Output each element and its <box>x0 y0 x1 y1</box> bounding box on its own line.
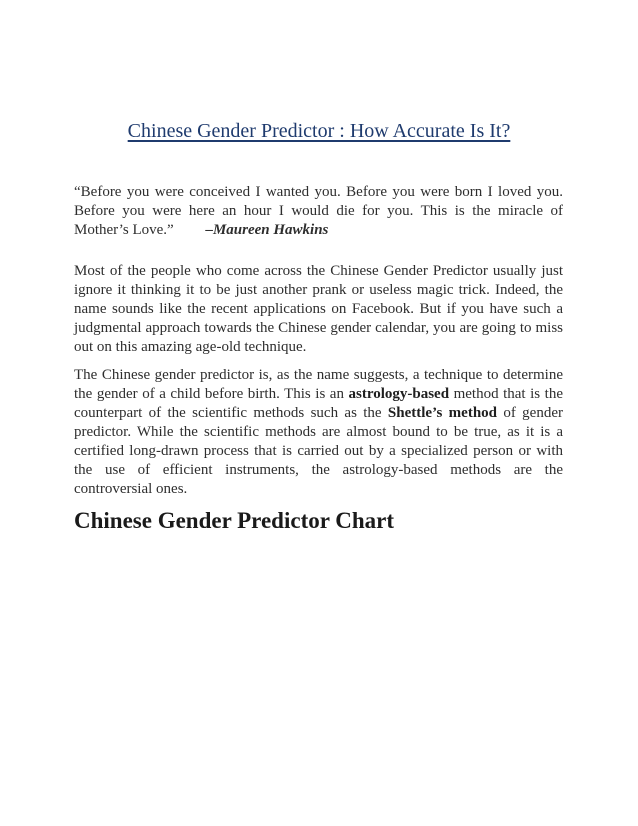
paragraph-intro <box>74 262 563 357</box>
quote-author: Maureen Hawkins <box>212 222 329 238</box>
quote-attribution <box>205 222 328 238</box>
quote-text: “Before you were conceived I wanted you. Before you were born I loved you. Before you were here an hour I would die for you. This is the miracle of Mother’s Love.” <box>74 184 563 238</box>
term-astrology-based: astrology-based <box>348 386 450 402</box>
paragraph-definition-part3: of gender predictor. While the scientific methods are almost bound to be true, as it is a certified long-drawn process that is carried out by a specialized person or with the use of efficient instruments, the astrology-based methods are the controversial ones. <box>74 405 563 497</box>
section-heading-chart: Chinese Gender Predictor Chart <box>74 508 395 533</box>
paragraph-definition-part1: The Chinese gender predictor is, as the name suggests, a technique to determine the gender of a child before birth. This is an <box>74 367 563 402</box>
paragraph-definition <box>74 366 563 499</box>
term-shettles-method: Shettle’s method <box>387 405 498 421</box>
paragraph-definition-part2: method that is the counterpart of the scientific methods such as the <box>74 386 563 421</box>
document-title: Chinese Gender Predictor : How Accurate Is It? <box>127 120 511 142</box>
opening-quote <box>74 183 563 240</box>
quote-dash: – <box>205 222 213 238</box>
paragraph-intro-text: Most of the people who come across the Chinese Gender Predictor usually just ignore it thinking it to be just another prank or useless magic trick. Indeed, the name sounds like the recent applications on Facebook. But if you have such a judgmental approach towards the Chinese gender calendar, you are going to miss out on this amazing age-old technique. <box>74 263 563 355</box>
